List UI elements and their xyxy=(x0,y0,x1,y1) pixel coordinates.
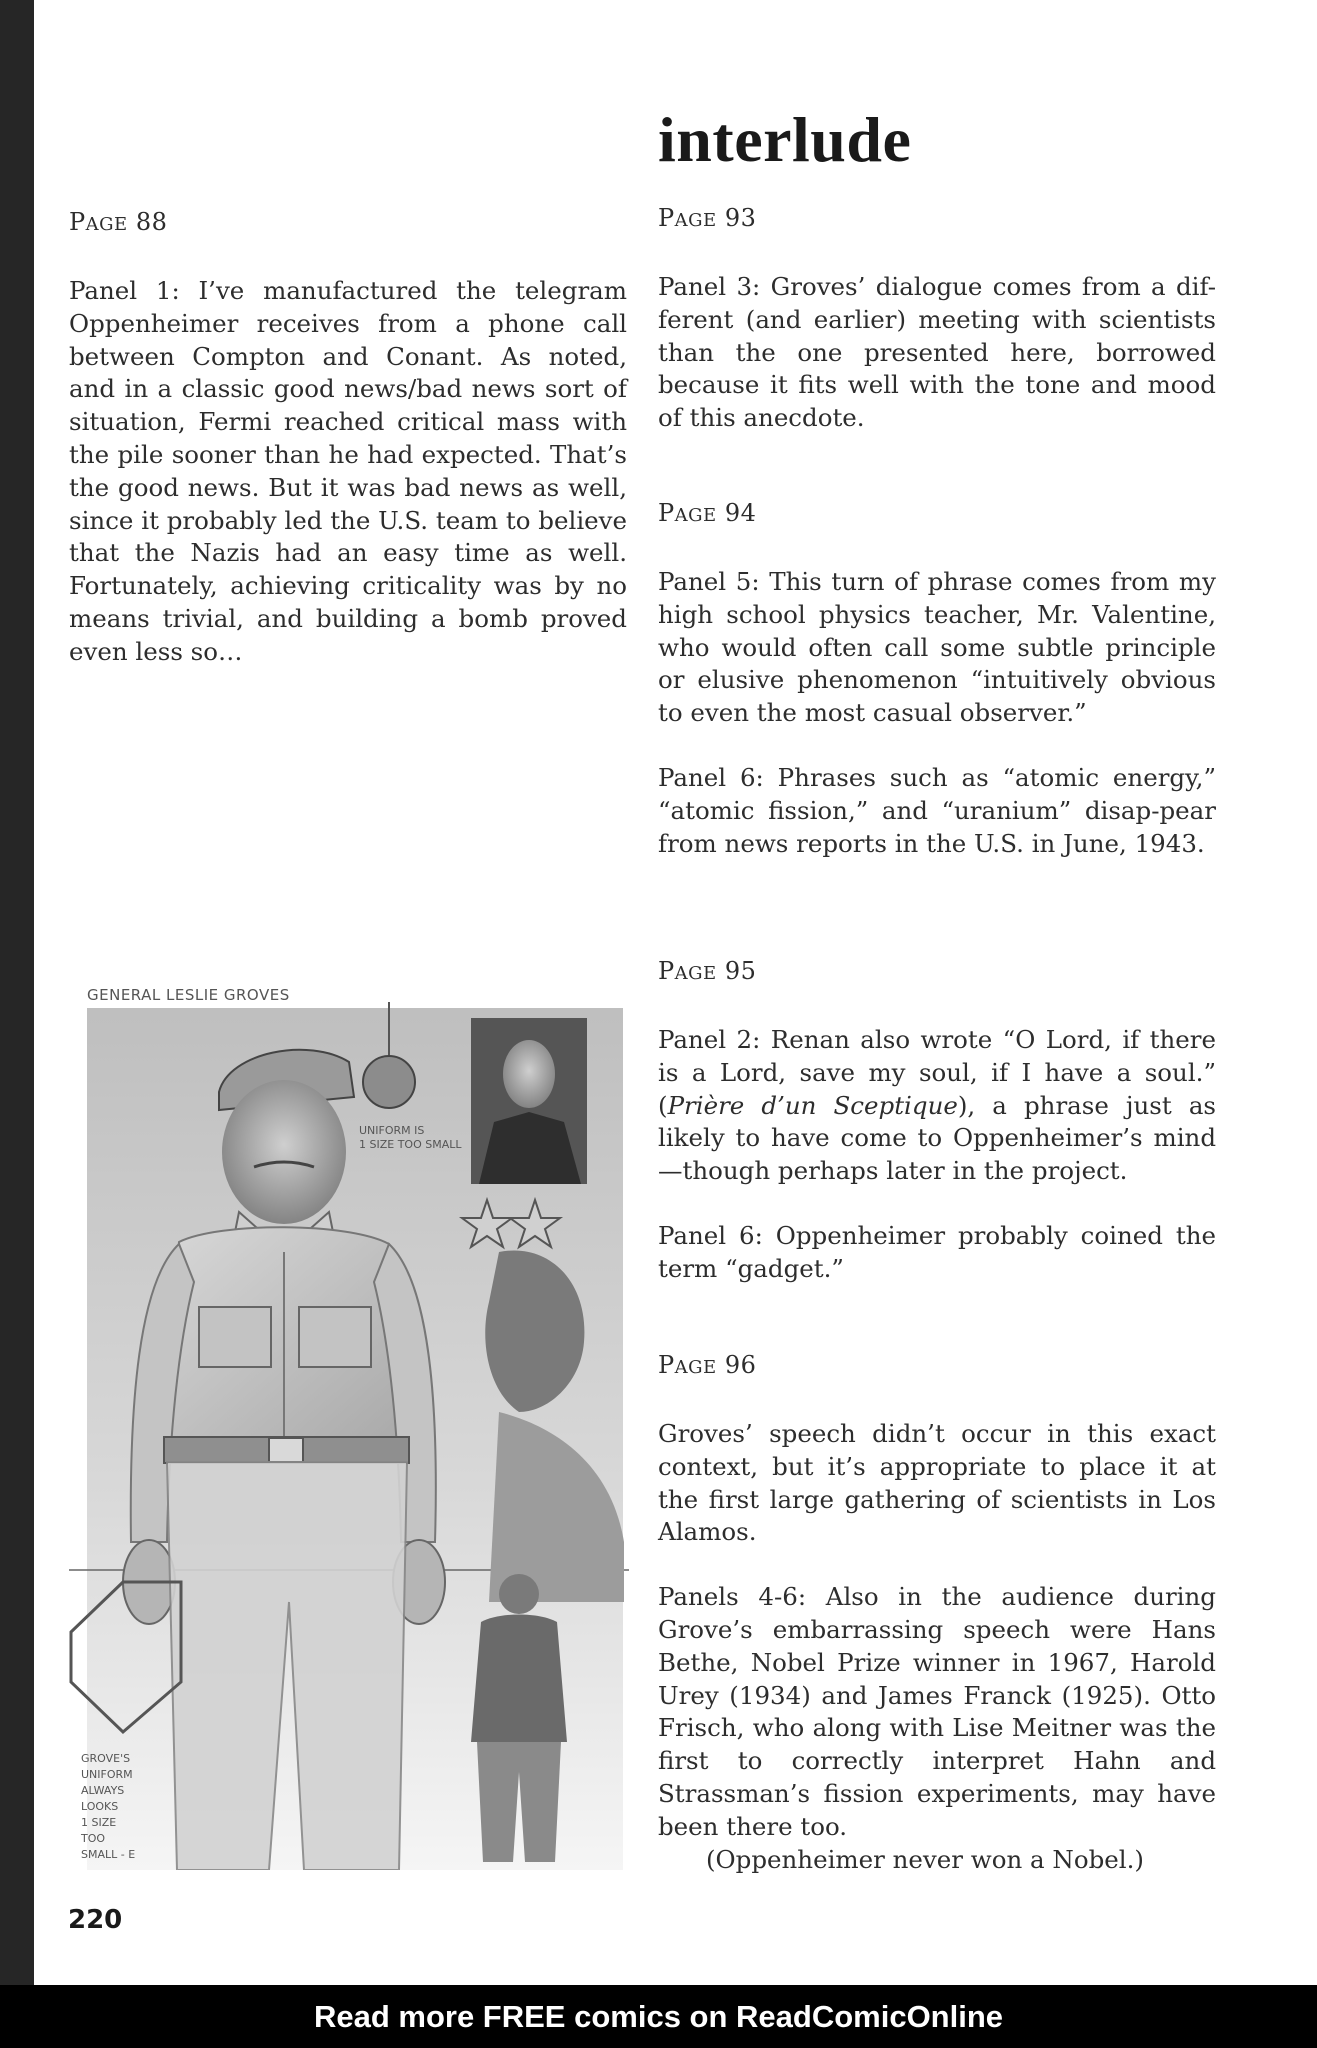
paragraph-text: Panel 2: Renan also wrote “O Lord, if there is a Lord, save my soul, if I have a soul.” ( xyxy=(658,1025,1216,1120)
portrait-face xyxy=(503,1040,555,1108)
sketch-note-line-6: TOO xyxy=(81,1832,106,1845)
shirt-pocket-left xyxy=(199,1307,271,1367)
sketch-note-line-2: UNIFORM xyxy=(81,1768,133,1781)
paragraph-page-96-nobel-note: (Oppenheimer never won a Nobel.) xyxy=(706,1844,1144,1874)
heading-cap: P xyxy=(658,499,675,527)
groves-face xyxy=(222,1080,346,1224)
section-heading-page-88 xyxy=(69,206,627,241)
paragraph-page-95-panel-2 xyxy=(658,1024,1216,1188)
heading-smallcaps: AGE xyxy=(674,963,717,984)
footer-banner-text[interactable]: Read more FREE comics on ReadComicOnline xyxy=(313,1998,1004,2034)
heading-cap: P xyxy=(658,957,675,985)
paragraph-page-96-speech: Groves’ speech didn’t occur in this exact context, but it’s appropriate to place it at the first large gathering of scientists in Los Alamos. xyxy=(658,1419,1216,1547)
right-column-page-93 xyxy=(658,202,1216,435)
page-title: interlude xyxy=(658,104,912,175)
uniform-note-line-1: UNIFORM IS xyxy=(359,1124,425,1137)
page-number: 220 xyxy=(68,1905,123,1935)
sketch-note-line-3: ALWAYS xyxy=(81,1784,125,1797)
heading-number: 95 xyxy=(724,957,757,985)
heading-number: 96 xyxy=(724,1351,757,1379)
sketch-note-line-5: 1 SIZE xyxy=(81,1816,117,1829)
section-heading-page-95 xyxy=(658,955,1216,990)
groves-sketch-svg xyxy=(69,982,629,1870)
section-heading-page-96 xyxy=(658,1349,1216,1384)
right-column-page-96 xyxy=(658,1349,1216,1876)
heading-cap: P xyxy=(69,208,86,236)
heading-smallcaps: AGE xyxy=(674,505,717,526)
small-figure-head xyxy=(499,1574,539,1614)
right-column-page-95 xyxy=(658,955,1216,1286)
footer-banner[interactable] xyxy=(0,1985,1317,2048)
heading-smallcaps: AGE xyxy=(674,210,717,231)
small-figure-jacket xyxy=(471,1615,567,1743)
heading-number: 94 xyxy=(724,499,757,527)
belt-buckle xyxy=(269,1438,303,1462)
groves-sketch-illustration xyxy=(69,982,629,1870)
sketch-note-line-7: SMALL - E xyxy=(81,1848,136,1861)
paragraph-page-88-panel-1: Panel 1: I’ve manufactured the telegram Oppenheimer receives from a phone call between Compton and Conant. As noted, and in a classic good news/bad news sort of situation, Fermi reached critical mass with the pile sooner than he had expected. That’s the good news. But it was bad news as well, since it probably led the U.S. team to believe that the Nazis had an easy time as well. Fortunately, achieving criticality was by no means trivial, and building a bomb proved even less so… xyxy=(69,276,627,666)
uniform-note-line-2: 1 SIZE TOO SMALL xyxy=(359,1138,462,1151)
heading-smallcaps: AGE xyxy=(85,214,128,235)
paragraph-page-93-panel-3: Panel 3: Groves’ dialogue comes from a dif-ferent (and earlier) meeting with scientists than the one presented here, borrowed because it fits well with the tone and mood of this anecdote. xyxy=(658,272,1216,433)
paragraph-page-94-panel-5: Panel 5: This turn of phrase comes from my high school physics teacher, Mr. Valentine, who would often call some subtle principle or elusive phenomenon “intuitively obvious to even the most casual observer.” xyxy=(658,567,1216,728)
sketch-note-line-4: LOOKS xyxy=(81,1800,119,1813)
sketch-note-line-1: GROVE'S xyxy=(81,1752,131,1765)
sketch-title-label: GENERAL LESLIE GROVES xyxy=(87,986,290,1004)
left-edge-bar xyxy=(0,0,34,1985)
heading-cap: P xyxy=(658,204,675,232)
shirt-pocket-right xyxy=(299,1307,371,1367)
paragraph-page-94-panel-6: Panel 6: Phrases such as “atomic energy,” “atomic fission,” and “uranium” disap-pear from news reports in the U.S. in June, 1943. xyxy=(658,762,1216,858)
ornament-sphere xyxy=(363,1056,415,1108)
paragraph-page-95-panel-6: Panel 6: Oppenheimer probably coined the term “gadget.” xyxy=(658,1220,1216,1283)
section-heading-page-94 xyxy=(658,497,1216,532)
italic-title: Prière d’un Sceptique xyxy=(667,1090,958,1120)
heading-cap: P xyxy=(658,1351,675,1379)
right-column-page-94 xyxy=(658,497,1216,860)
paragraph-page-96-panels-4-6: Panels 4-6: Also in the audience during Grove’s embarrassing speech were Hans Bethe, Nobel Prize winner in 1967, Harold Urey (1934) and James Franck (1925). Otto Frisch, who along with Lise Meitner was the first to correctly interpret Hahn and Strassman’s fission experiments, may have been there too. xyxy=(658,1582,1216,1841)
heading-smallcaps: AGE xyxy=(674,1357,717,1378)
heading-number: 93 xyxy=(724,204,757,232)
left-column xyxy=(69,206,627,669)
paragraph-text: ), a phrase just as likely to have come to Oppenheimer’s mind—though perhaps later in the project. xyxy=(658,1090,1216,1186)
heading-number: 88 xyxy=(135,208,168,236)
section-heading-page-93 xyxy=(658,202,1216,237)
